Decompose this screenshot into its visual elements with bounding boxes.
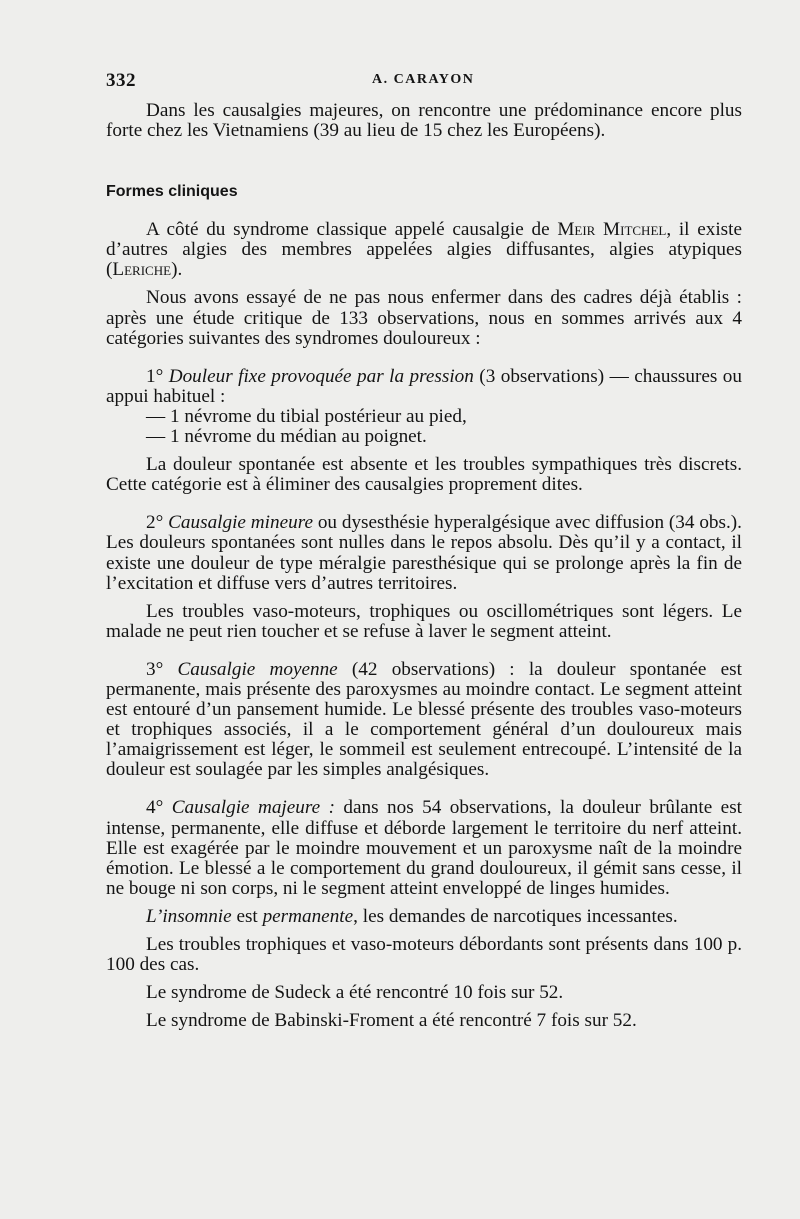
text-run: , il existe d’autres algies des membres appelées algies diffusantes, algies atypiques ( [106,219,742,281]
category-number: 3° [146,658,178,680]
paragraph-cat2: Les troubles vaso-moteurs, trophiques ou oscillométriques sont légers. Le malade ne peut rien toucher et se refuse à laver le segment atteint. [106,600,742,642]
author-name: Meir Mitchel [557,219,667,241]
paragraph-intro: Dans les causalgies majeures, on rencontre une prédominance encore plus forte chez les Vietnamiens (39 au lieu de 15 chez les Européens). [106,100,742,142]
category-title: Douleur fixe provoquée par la pression [168,365,474,387]
author-name: Leriche [112,259,172,281]
running-head: A. CARAYON [372,72,475,87]
paragraph-trophiques: Les troubles trophiques et vaso-moteurs débordants sont présents dans 100 p. 100 des cas. [106,934,742,976]
paragraph-sudeck: Le syndrome de Sudeck a été rencontré 10 fois sur 52. [146,982,564,1004]
category-4 [106,798,742,898]
list-item: — 1 névrome du tibial postérieur au pied, [146,405,467,427]
category-3 [106,660,742,781]
category-title: Causalgie mineure [168,512,313,534]
list-item: — 1 névrome du médian au poignet. [146,426,427,448]
text-run: dans nos 54 observations, la douleur brûlante est intense, permanente, elle diffuse et déborde largement le territoire du nerf atteint. Elle est exagérée par le moindre mouvement et un paroxysme naît de la moindre émotion. Le blessé a le comportement du grand douloureux, il gémit sans cesse, il ne bouge ni son corps, ni le segment atteint enveloppé de linges humides. [106,797,742,899]
page-body [106,101,742,1031]
text-run: (42 observations) : la douleur spontanée est permanente, mais présente des paroxysmes au moindre contact. Le segment atteint est entouré d’un pansement humide. Le blessé présente des troubles vaso-moteurs et trophiques associés, il a le comportement général d’un douloureux mais l’amaigrissement est léger, le sommeil est seulement entrecoupé. L’intensité de la douleur est soulagée par les simples analgésiques. [106,658,742,781]
section-title: Formes cliniques [106,183,238,201]
category-title: Causalgie moyenne [177,658,338,680]
category-number: 1° [146,365,169,387]
category-2 [106,513,742,593]
paragraph-syndrome [106,220,742,280]
paragraph-insomnie [106,907,742,927]
text-run: ). [171,259,183,281]
category-number: 2° [146,512,169,534]
page-number: 332 [106,70,136,91]
paragraph-categories: Nous avons essayé de ne pas nous enfermer dans des cadres déjà établis : après une étude critique de 133 observations, nous en sommes arrivés aux 4 catégories suivantes des syndromes douloureux : [106,287,742,349]
emphasis: permanente [262,905,354,927]
emphasis: L’insomnie [146,905,232,927]
category-title: Causalgie majeure : [171,797,335,819]
paragraph-babinski: Le syndrome de Babinski-Froment a été rencontré 7 fois sur 52. [146,1010,637,1032]
text-run: , les demandes de narcotiques incessantes. [353,905,678,927]
category-1 [106,367,742,407]
text-run: A côté du syndrome classique appelé causalgie de [146,219,558,241]
paragraph-cat1: La douleur spontanée est absente et les troubles sympathiques très discrets. Cette catégorie est à éliminer des causalgies proprement dites. [106,454,742,496]
text-run: est [231,905,263,927]
text-run: ou dysesthésie hyperalgésique avec diffusion (34 obs.). Les douleurs spontanées sont nulles dans le repos absolu. Dès qu’il y a contact, il existe une douleur de type méralgie paresthésique qui se prolonge après la fin de l’excitation et diffuse vers d’autres territoires. [106,512,742,594]
text-run: (3 observations) — chaussures ou appui habituel : [106,365,742,407]
category-number: 4° [146,797,172,819]
